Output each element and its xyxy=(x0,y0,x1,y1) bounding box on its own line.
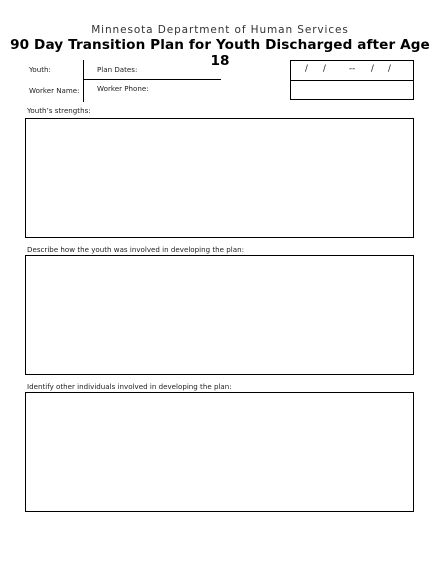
section-label-other-individuals: Identify other individuals involved in developing the plan: xyxy=(27,382,232,391)
section-label-youth-involvement: Describe how the youth was involved in developing the plan: xyxy=(27,245,244,254)
worker-name-label: Worker Name: xyxy=(29,86,80,95)
plan-dates-box xyxy=(290,60,414,100)
plan-dates-label: Plan Dates: xyxy=(97,65,138,74)
form-title: 90 Day Transition Plan for Youth Discharged after Age 18 xyxy=(10,37,430,69)
date-slash: / xyxy=(388,64,391,74)
section-label-strengths: Youth’s strengths: xyxy=(27,106,91,115)
field-divider xyxy=(83,60,84,102)
organization-name: Minnesota Department of Human Services xyxy=(91,24,349,36)
plan-dates-field[interactable] xyxy=(291,63,413,79)
date-slash: / xyxy=(371,64,374,74)
date-slash: / xyxy=(323,64,326,74)
youth-label: Youth: xyxy=(29,65,51,74)
other-individuals-text-area[interactable] xyxy=(25,392,414,512)
date-slash: / xyxy=(305,64,308,74)
date-box-divider xyxy=(291,80,413,81)
date-range-separator: -- xyxy=(349,64,356,74)
plan-dates-underline xyxy=(83,79,221,80)
worker-phone-label: Worker Phone: xyxy=(97,84,149,93)
strengths-text-area[interactable] xyxy=(25,118,414,238)
youth-involvement-text-area[interactable] xyxy=(25,255,414,375)
